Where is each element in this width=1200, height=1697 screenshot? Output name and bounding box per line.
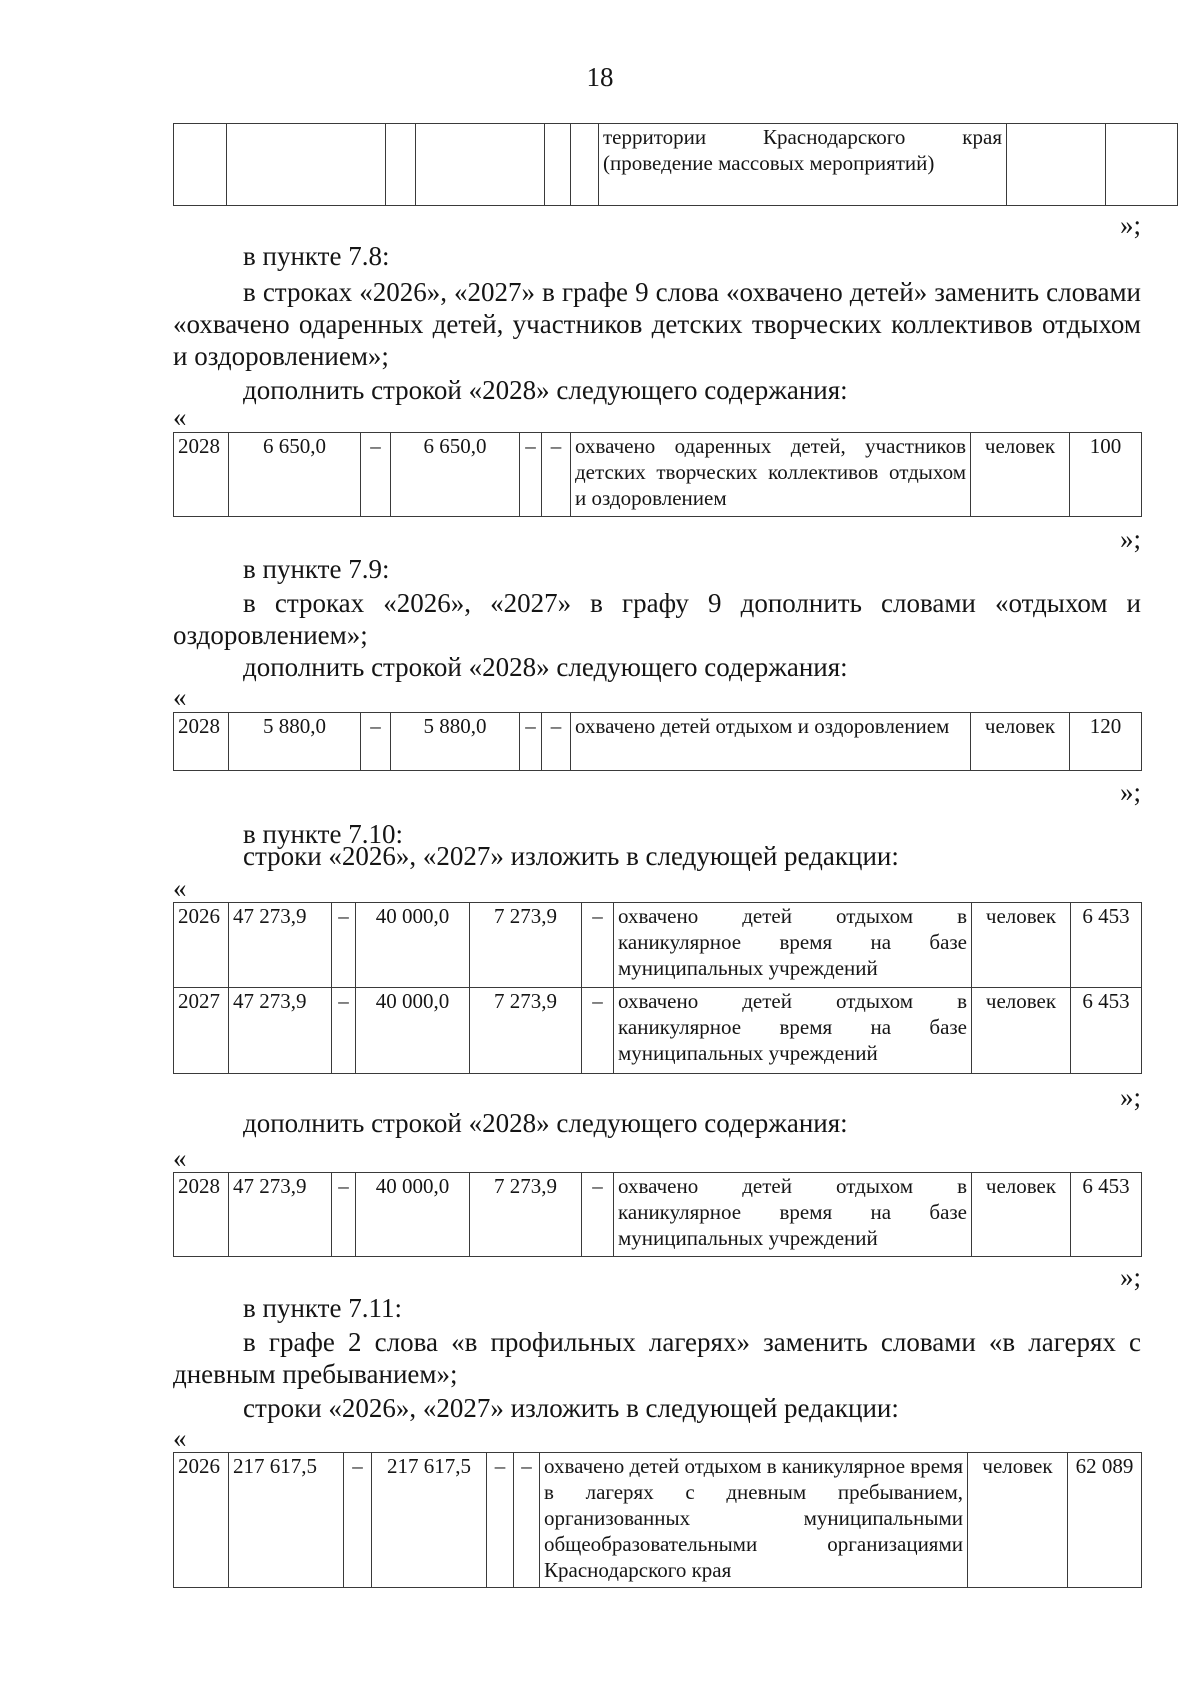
unit-cell: человек [972, 903, 1071, 988]
year-cell: 2028 [174, 713, 229, 771]
col5-cell: 7 273,9 [470, 1173, 582, 1257]
col6-cell: – [582, 1173, 614, 1257]
col6-cell: – [514, 1453, 540, 1588]
total-cell: 217 617,5 [229, 1453, 344, 1588]
section-heading-7-8: в пункте 7.8: [243, 241, 390, 271]
section-text-7-10: строки «2026», «2027» изложить в следующей редакции: [243, 841, 899, 871]
table-7-10 [173, 902, 1142, 1074]
year-cell: 2026 [174, 1453, 229, 1588]
opening-quote: « [173, 682, 187, 712]
col4-cell: 6 650,0 [391, 433, 520, 517]
description-cell: территории Краснодарского края (проведение массовых мероприятий) [599, 124, 1007, 206]
unit-cell: человек [971, 433, 1070, 517]
section-heading-7-11: в пункте 7.11: [243, 1293, 402, 1323]
closing-quote: »; [1119, 777, 1141, 807]
col4-cell: 217 617,5 [372, 1453, 487, 1588]
col4-cell: 5 880,0 [391, 713, 520, 771]
table-7-9 [173, 712, 1142, 771]
col3-cell: – [332, 903, 356, 988]
add-row-text-7-9: дополнить строкой «2028» следующего содержания: [243, 652, 848, 682]
description-cell: охвачено детей отдыхом в каникулярное время на базе муниципальных учреждений [614, 1173, 972, 1257]
section-text-7-8: в строках «2026», «2027» в графе 9 слова «охвачено детей» заменить словами «охвачено одаренных детей, участников детских творческих коллективов отдыхом и оздоровлением»; [173, 277, 1141, 371]
description-cell: охвачено одаренных детей, участников детских творческих коллективов отдыхом и оздоровлением [571, 433, 971, 517]
total-cell: 5 880,0 [229, 713, 361, 771]
section-heading-7-10: в пункте 7.10: [243, 819, 403, 849]
unit-cell: человек [972, 1173, 1071, 1257]
value-cell: 6 453 [1071, 1173, 1142, 1257]
opening-quote: « [173, 1143, 187, 1173]
col6-cell: – [582, 903, 614, 988]
section-text-7-11: в графе 2 слова «в профильных лагерях» заменить словами «в лагерях с дневным пребыванием»; [173, 1327, 1141, 1389]
table-row [174, 903, 1142, 988]
year-cell: 2027 [174, 988, 229, 1074]
col6-cell: – [582, 988, 614, 1074]
add-row-text-7-10: дополнить строкой «2028» следующего содержания: [243, 1108, 848, 1138]
table-row [174, 1453, 1142, 1588]
table-row [174, 124, 1178, 206]
col5-cell: 7 273,9 [470, 903, 582, 988]
opening-quote: « [173, 1423, 187, 1453]
opening-quote: « [173, 873, 187, 903]
table-7-11 [173, 1452, 1142, 1588]
closing-quote: »; [1119, 524, 1141, 554]
description-cell: охвачено детей отдыхом в каникулярное время на базе муниципальных учреждений [614, 903, 972, 988]
col3-cell: – [344, 1453, 372, 1588]
table-row [174, 988, 1142, 1074]
section-heading-7-9: в пункте 7.9: [243, 554, 390, 584]
value-cell: 62 089 [1068, 1453, 1142, 1588]
year-cell: 2026 [174, 903, 229, 988]
col5-cell: – [487, 1453, 514, 1588]
table-7-10-2028 [173, 1172, 1142, 1257]
total-cell: 47 273,9 [229, 903, 332, 988]
closing-quote: »; [1119, 1082, 1141, 1112]
col4-cell: 40 000,0 [356, 1173, 470, 1257]
total-cell: 47 273,9 [229, 1173, 332, 1257]
page-number: 18 [586, 62, 614, 92]
col4-cell: 40 000,0 [356, 988, 470, 1074]
section-text2-7-11: строки «2026», «2027» изложить в следующей редакции: [243, 1393, 899, 1423]
opening-quote: « [173, 402, 187, 432]
col5-cell: 7 273,9 [470, 988, 582, 1074]
value-cell: 6 453 [1071, 903, 1142, 988]
value-cell: 120 [1070, 713, 1142, 771]
description-cell: охвачено детей отдыхом в каникулярное время в лагерях с дневным пребыванием, организованных муниципальными общеобразовательными организациями Краснодарского края [540, 1453, 968, 1588]
col3-cell: – [361, 433, 391, 517]
value-cell: 6 453 [1071, 988, 1142, 1074]
value-cell: 100 [1070, 433, 1142, 517]
col3-cell: – [332, 1173, 356, 1257]
col5-cell: – [520, 433, 542, 517]
year-cell: 2028 [174, 1173, 229, 1257]
section-text-7-9: в строках «2026», «2027» в графу 9 дополнить словами «отдыхом и оздоровлением»; [173, 588, 1141, 650]
unit-cell: человек [971, 713, 1070, 771]
total-cell: 47 273,9 [229, 988, 332, 1074]
unit-cell: человек [968, 1453, 1068, 1588]
closing-quote: »; [1119, 1262, 1141, 1292]
col5-cell: – [520, 713, 542, 771]
table-row [174, 1173, 1142, 1257]
table-continuation [173, 123, 1178, 206]
description-cell: охвачено детей отдыхом и оздоровлением [571, 713, 971, 771]
year-cell: 2028 [174, 433, 229, 517]
col3-cell: – [361, 713, 391, 771]
col6-cell: – [542, 433, 571, 517]
table-row [174, 433, 1142, 517]
total-cell: 6 650,0 [229, 433, 361, 517]
col6-cell: – [542, 713, 571, 771]
col3-cell: – [332, 988, 356, 1074]
add-row-text-7-8: дополнить строкой «2028» следующего содержания: [243, 375, 848, 405]
col4-cell: 40 000,0 [356, 903, 470, 988]
table-7-8 [173, 432, 1142, 517]
table-row [174, 713, 1142, 771]
unit-cell: человек [972, 988, 1071, 1074]
closing-quote: »; [1119, 210, 1141, 240]
description-cell: охвачено детей отдыхом в каникулярное время на базе муниципальных учреждений [614, 988, 972, 1074]
